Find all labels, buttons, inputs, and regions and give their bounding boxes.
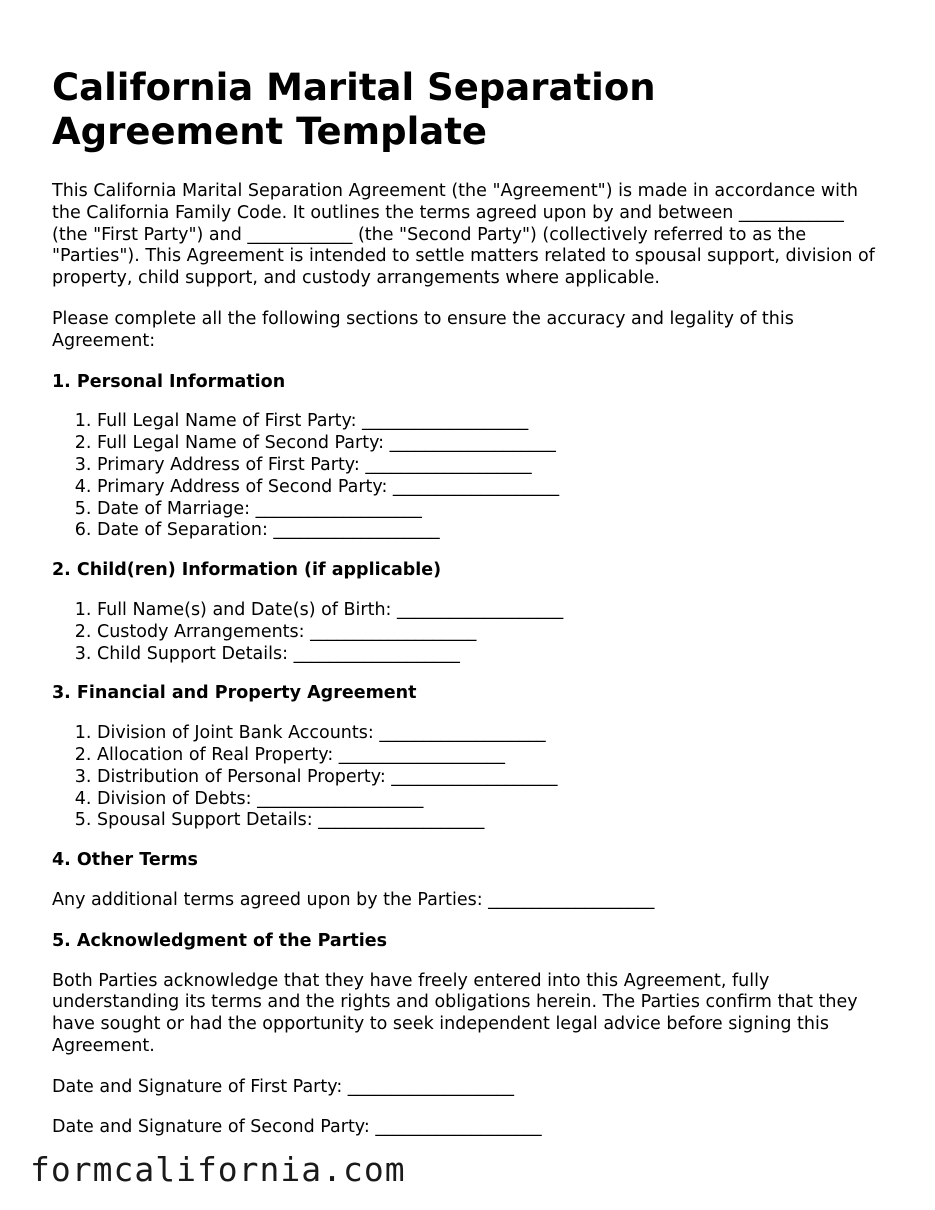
section-heading: 3. Financial and Property Agreement [52, 683, 417, 704]
section-heading: 2. Child(ren) Information (if applicable) [52, 560, 442, 581]
section-heading: 1. Personal Information [52, 371, 286, 392]
intro-paragraph: This California Marital Separation Agreement (the "Agreement") is made in accordance with the California Family Code. It outlines the terms agreed upon by and between ____________ (the "First Party") and ____________ (the "Second Party") (collectively referred to as the "Parties"). This Agreement is intended to settle matters related to spousal support, division of property, child support, and custody arrangements where applicable. [52, 181, 875, 289]
section-personal-information [52, 372, 882, 543]
field-list [52, 600, 882, 665]
field-list [52, 723, 882, 832]
list-item: 5. Date of Marriage: ___________________ [97, 499, 882, 521]
list-item: 2. Allocation of Real Property: ___________________ [97, 745, 882, 767]
document-page [52, 66, 882, 1156]
signature-second-party: Date and Signature of Second Party: ___________________ [52, 1116, 542, 1137]
list-item: 5. Spousal Support Details: ___________________ [97, 810, 882, 832]
list-item: 3. Distribution of Personal Property: ___________________ [97, 767, 882, 789]
list-item: 6. Date of Separation: ___________________ [97, 520, 882, 542]
section-heading: 5. Acknowledgment of the Parties [52, 930, 388, 951]
section-other-terms [52, 850, 882, 912]
instructions-paragraph: Please complete all the following sections to ensure the accuracy and legality of this Agreement: [52, 308, 794, 351]
acknowledgment-text: Both Parties acknowledge that they have freely entered into this Agreement, fully understanding its terms and the rights and obligations herein. The Parties confirm that they have sought or had the opportunity to seek independent legal advice before signing this Agreement. [52, 970, 858, 1056]
section-acknowledgment [52, 931, 882, 1139]
other-terms-text: Any additional terms agreed upon by the Parties: ___________________ [52, 889, 655, 910]
document-title: California Marital Separation Agreement Template [52, 66, 656, 153]
site-watermark: formcalifornia.com [30, 1150, 406, 1189]
list-item: 4. Primary Address of Second Party: ___________________ [97, 477, 882, 499]
list-item: 2. Custody Arrangements: ___________________ [97, 622, 882, 644]
list-item: 1. Full Legal Name of First Party: ___________________ [97, 411, 882, 433]
list-item: 1. Full Name(s) and Date(s) of Birth: ___________________ [97, 600, 882, 622]
section-financial-property [52, 683, 882, 832]
section-children-information [52, 560, 882, 665]
list-item: 3. Child Support Details: ___________________ [97, 644, 882, 666]
section-heading: 4. Other Terms [52, 850, 198, 871]
list-item: 3. Primary Address of First Party: ___________________ [97, 455, 882, 477]
field-list [52, 411, 882, 542]
signature-first-party: Date and Signature of First Party: ___________________ [52, 1076, 515, 1097]
list-item: 4. Division of Debts: ___________________ [97, 789, 882, 811]
list-item: 1. Division of Joint Bank Accounts: ___________________ [97, 723, 882, 745]
list-item: 2. Full Legal Name of Second Party: ___________________ [97, 433, 882, 455]
